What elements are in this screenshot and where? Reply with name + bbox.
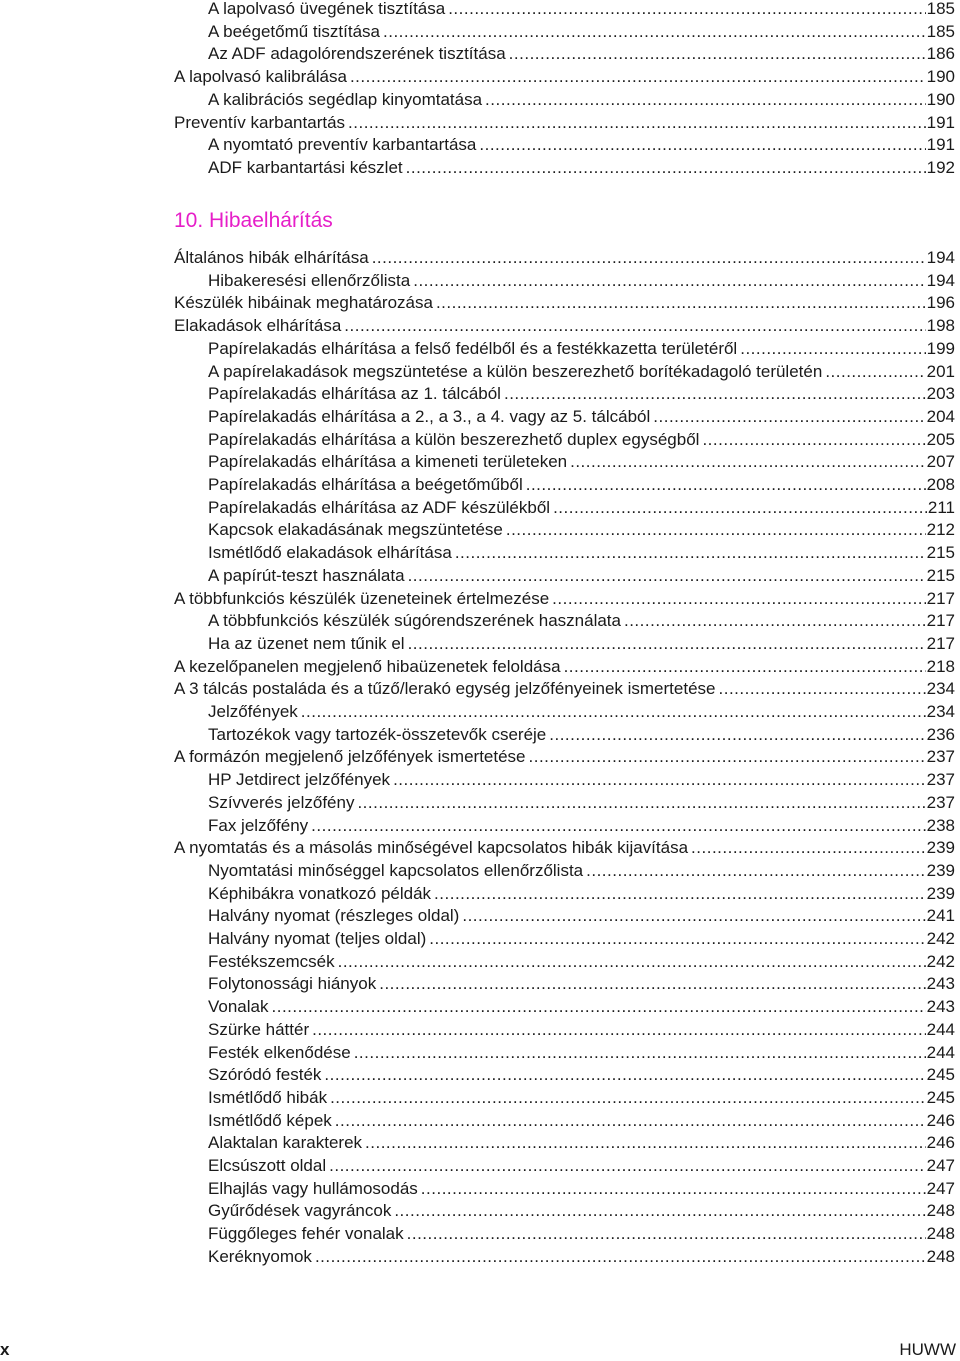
- toc-leader-dots: [509, 43, 926, 65]
- toc-leader-dots: [549, 724, 925, 746]
- toc-entry-page: 242: [926, 929, 955, 948]
- toc-entry[interactable]: [208, 1178, 955, 1200]
- toc-entry-title: Függőleges fehér vonalak: [208, 1224, 404, 1244]
- toc-entry[interactable]: [174, 112, 955, 134]
- toc-entry-page: 186: [926, 44, 955, 64]
- toc-entry[interactable]: [208, 1246, 955, 1268]
- toc-entry[interactable]: [174, 656, 955, 678]
- toc-entry-title: Halvány nyomat (részleges oldal): [208, 906, 460, 926]
- toc-entry[interactable]: [208, 21, 955, 43]
- toc-entry[interactable]: [174, 746, 955, 768]
- toc-entry-title: A lapolvasó kalibrálása: [174, 67, 347, 87]
- toc-entry[interactable]: [208, 270, 955, 292]
- chapter-heading: [174, 207, 333, 235]
- toc-entry[interactable]: [208, 928, 955, 950]
- toc-leader-dots: [301, 701, 926, 723]
- toc-entry-page: 190: [926, 89, 955, 109]
- toc-entry[interactable]: [208, 565, 955, 587]
- toc-entry[interactable]: [208, 1155, 955, 1177]
- toc-leader-dots: [311, 815, 925, 837]
- toc-entry[interactable]: [208, 973, 955, 995]
- toc-entry-page: 239: [926, 838, 955, 858]
- toc-entry[interactable]: [208, 157, 955, 179]
- toc-entry[interactable]: [208, 361, 955, 383]
- toc-entry[interactable]: [174, 247, 955, 269]
- toc-leader-dots: [825, 361, 925, 383]
- toc-entry-title: Tartozékok vagy tartozék-összetevők cseréje: [208, 724, 547, 744]
- toc-entry-page: 194: [926, 270, 955, 290]
- toc-entry-title: Kapcsok elakadásának megszüntetése: [208, 520, 503, 540]
- toc-entry-page: 191: [926, 112, 955, 132]
- toc-entry-title: Szívverés jelzőfény: [208, 792, 355, 812]
- page-number: x: [0, 1340, 10, 1359]
- toc-entry-title: A többfunkciós készülék üzeneteinek értelmezése: [174, 588, 550, 608]
- toc-leader-dots: [570, 451, 926, 473]
- toc-entry-title: Festékszemcsék: [208, 951, 335, 971]
- toc-leader-dots: [691, 837, 926, 859]
- toc-entry[interactable]: [208, 383, 955, 405]
- toc-entry-page: 244: [926, 1042, 955, 1062]
- toc-entry-title: A kezelőpanelen megjelenő hibaüzenetek feloldása: [174, 656, 561, 676]
- toc-entry[interactable]: [208, 905, 955, 927]
- toc-entry-title: Ismétlődő képek: [208, 1110, 332, 1130]
- toc-entry-title: A többfunkciós készülék súgórendszerének használata: [208, 611, 621, 631]
- toc-entry-page: 246: [926, 1110, 955, 1130]
- toc-entry-page: 217: [926, 588, 955, 608]
- toc-entry-title: A kalibrációs segédlap kinyomtatása: [208, 89, 483, 109]
- chapter-number: 10.: [174, 209, 204, 232]
- toc-leader-dots: [586, 860, 925, 882]
- toc-entry-title: Keréknyomok: [208, 1246, 312, 1266]
- toc-entry-page: 194: [926, 248, 955, 267]
- toc-leader-dots: [436, 292, 926, 314]
- toc-entry-title: ADF karbantartási készlet: [208, 157, 403, 177]
- toc-leader-dots: [372, 247, 926, 269]
- toc-entry[interactable]: [208, 610, 955, 632]
- toc-entry[interactable]: [208, 497, 955, 519]
- toc-entry-title: Szóródó festék: [208, 1065, 322, 1085]
- toc-entry-title: Az ADF adagolórendszerének tisztítása: [208, 44, 506, 64]
- toc-entry-page: 237: [926, 747, 955, 767]
- toc-leader-dots: [350, 66, 926, 88]
- toc-entry-title: Képhibákra vonatkozó példák: [208, 883, 432, 903]
- toc-entry[interactable]: [174, 66, 955, 88]
- toc-entry[interactable]: [208, 429, 955, 451]
- toc-entry-title: Halvány nyomat (teljes oldal): [208, 929, 427, 948]
- toc-leader-dots: [702, 429, 925, 451]
- toc-leader-dots: [526, 474, 926, 496]
- toc-entry-page: 196: [926, 293, 955, 313]
- toc-leader-dots: [429, 928, 925, 950]
- toc-entry-title: Általános hibák elhárítása: [174, 248, 369, 267]
- toc-entry-page: 207: [926, 452, 955, 472]
- toc-entry-page: 190: [926, 67, 955, 87]
- chapter-title: Hibaelhárítás: [209, 209, 333, 232]
- toc-leader-dots: [479, 134, 925, 156]
- toc-leader-dots: [653, 406, 925, 428]
- toc-entry-page: 185: [926, 0, 955, 18]
- toc-entry-title: A nyomtató preventív karbantartása: [208, 135, 477, 155]
- toc-entry[interactable]: [208, 43, 955, 65]
- toc-entry-title: Papírelakadás elhárítása a beégetőműből: [208, 475, 523, 494]
- toc-entry-title: A papírút-teszt használata: [208, 565, 405, 585]
- toc-entry-title: Vonalak: [208, 997, 269, 1017]
- toc-entry-title: A 3 tálcás postaláda és a tűző/lerakó egység jelzőfényeinek ismertetése: [174, 679, 716, 699]
- toc-entry[interactable]: [208, 1087, 955, 1109]
- toc-entry-page: 248: [926, 1224, 955, 1244]
- toc-entry-page: 247: [926, 1156, 955, 1175]
- toc-entry-title: A beégetőmű tisztítása: [208, 21, 380, 41]
- toc-entry[interactable]: [208, 519, 955, 541]
- toc-entry-page: 208: [926, 475, 955, 494]
- toc-leader-dots: [324, 1064, 925, 1086]
- toc-leader-dots: [455, 542, 926, 564]
- toc-entry[interactable]: [174, 292, 955, 314]
- toc-entry-title: Alaktalan karakterek: [208, 1133, 363, 1153]
- toc-leader-dots: [393, 769, 926, 791]
- toc-entry-title: HP Jetdirect jelzőfények: [208, 770, 391, 790]
- toc-leader-dots: [485, 89, 926, 111]
- toc-leader-dots: [448, 0, 925, 20]
- toc-entry-title: Ha az üzenet nem tűnik el: [208, 633, 405, 653]
- toc-entry-title: Papírelakadás elhárítása a 2., a 3., a 4. vagy az 5. tálcából: [208, 406, 651, 426]
- toc-entry-page: 191: [926, 135, 955, 155]
- toc-leader-dots: [406, 157, 926, 179]
- toc-entry-title: A papírelakadások megszüntetése a külön beszerezhető borítékadagoló területén: [208, 361, 823, 381]
- toc-entry-page: 205: [926, 429, 955, 449]
- toc-entry-page: 241: [926, 906, 955, 926]
- toc-entry[interactable]: [208, 633, 955, 655]
- toc-entry-title: Folytonossági hiányok: [208, 974, 377, 994]
- toc-entry-title: Készülék hibáinak meghatározása: [174, 293, 433, 313]
- toc-entry-page: 192: [926, 157, 955, 177]
- toc-leader-dots: [272, 996, 926, 1018]
- toc-entry-title: Hibakeresési ellenőrzőlista: [208, 270, 411, 290]
- toc-entry-page: 215: [926, 565, 955, 585]
- toc-entry[interactable]: [208, 996, 955, 1018]
- toc-entry[interactable]: [208, 134, 955, 156]
- toc-entry-page: 218: [926, 656, 955, 676]
- toc-entry[interactable]: [208, 1110, 955, 1132]
- toc-entry-title: A nyomtatás és a másolás minőségével kapcsolatos hibák kijavítása: [174, 838, 689, 858]
- toc-entry[interactable]: [174, 678, 955, 700]
- toc-entry-page: 243: [926, 997, 955, 1017]
- toc-entry-title: Papírelakadás elhárítása az ADF készülékből: [208, 497, 551, 517]
- toc-entry[interactable]: [174, 315, 955, 337]
- toc-entry[interactable]: [208, 406, 955, 428]
- toc-leader-dots: [624, 610, 926, 632]
- toc-entry[interactable]: [208, 542, 955, 564]
- toc-leader-dots: [315, 1246, 926, 1268]
- toc-entry-page: 203: [926, 384, 955, 404]
- toc-entry-page: 248: [926, 1201, 955, 1221]
- toc-leader-dots: [564, 656, 926, 678]
- toc-entry[interactable]: [208, 769, 955, 791]
- toc-entry-page: 239: [926, 860, 955, 880]
- toc-entry-title: Festék elkenődése: [208, 1042, 351, 1062]
- toc-entry-title: Papírelakadás elhárítása a külön beszerezhető duplex egységből: [208, 429, 700, 449]
- toc-entry-page: 238: [926, 815, 955, 835]
- toc-entry-page: 245: [926, 1087, 955, 1107]
- toc-entry[interactable]: [174, 837, 955, 859]
- toc-entry-title: Nyomtatási minőséggel kapcsolatos ellenőrzőlista: [208, 860, 584, 880]
- toc-entry[interactable]: [208, 89, 955, 111]
- toc-entry[interactable]: [208, 0, 955, 20]
- toc-entry[interactable]: [208, 1223, 955, 1245]
- toc-entry[interactable]: [208, 474, 955, 496]
- toc-entry[interactable]: [208, 1200, 955, 1222]
- toc-entry-page: 201: [926, 361, 955, 381]
- toc-entry-page: 204: [926, 406, 955, 426]
- toc-leader-dots: [335, 1110, 926, 1132]
- toc-entry[interactable]: [208, 1132, 955, 1154]
- toc-leader-dots: [408, 633, 926, 655]
- toc-entry-page: 236: [926, 724, 955, 744]
- toc-entry-title: Papírelakadás elhárítása az 1. tálcából: [208, 384, 501, 404]
- toc-leader-dots: [330, 1087, 926, 1109]
- toc-entry-title: Papírelakadás elhárítása a kimeneti területeken: [208, 452, 568, 472]
- toc-leader-dots: [338, 951, 926, 973]
- toc-leader-dots: [365, 1132, 926, 1154]
- toc-entry[interactable]: [208, 1064, 955, 1086]
- toc-entry[interactable]: [208, 792, 955, 814]
- toc-entry-title: Szürke háttér: [208, 1019, 310, 1039]
- toc-leader-dots: [553, 497, 927, 519]
- toc-entry[interactable]: [208, 951, 955, 973]
- toc-leader-dots: [506, 519, 926, 541]
- toc-leader-dots: [719, 678, 926, 700]
- toc-entry-page: 239: [926, 883, 955, 903]
- footer-brand: HUWW: [899, 1340, 956, 1359]
- toc-leader-dots: [504, 383, 926, 405]
- toc-entry-page: 245: [926, 1065, 955, 1085]
- toc-leader-dots: [344, 315, 925, 337]
- toc-entry-page: 237: [926, 792, 955, 812]
- toc-entry[interactable]: [208, 1042, 955, 1064]
- toc-leader-dots: [434, 883, 926, 905]
- toc-entry-page: 237: [926, 770, 955, 790]
- toc-entry-page: 199: [926, 338, 955, 358]
- toc-leader-dots: [407, 1223, 926, 1245]
- toc-leader-dots: [552, 588, 925, 610]
- toc-entry-title: Elakadások elhárítása: [174, 316, 342, 336]
- toc-entry-page: 247: [926, 1178, 955, 1198]
- toc-leader-dots: [348, 112, 926, 134]
- toc-entry-title: Preventív karbantartás: [174, 112, 346, 132]
- toc-entry-page: 242: [926, 951, 955, 971]
- toc-entry-title: Gyűrődések vagyráncok: [208, 1201, 392, 1221]
- toc-entry[interactable]: [208, 883, 955, 905]
- toc-entry-title: Elcsúszott oldal: [208, 1156, 327, 1175]
- toc-entry-title: Ismétlődő elakadások elhárítása: [208, 543, 452, 563]
- toc-entry-title: Elhajlás vagy hullámosodás: [208, 1178, 418, 1198]
- toc-entry-title: A formázón megjelenő jelzőfények ismertetése: [174, 747, 526, 767]
- toc-entry[interactable]: [208, 451, 955, 473]
- toc-entry[interactable]: [174, 588, 955, 610]
- toc-entry-page: 243: [926, 974, 955, 994]
- toc-entry[interactable]: [208, 815, 955, 837]
- toc-leader-dots: [529, 746, 926, 768]
- toc-leader-dots: [462, 905, 925, 927]
- toc-leader-dots: [740, 338, 925, 360]
- toc-entry-page: 212: [926, 520, 955, 540]
- toc-entry[interactable]: [208, 724, 955, 746]
- toc-leader-dots: [312, 1019, 926, 1041]
- toc-leader-dots: [379, 973, 925, 995]
- toc-entry-title: Jelzőfények: [208, 702, 298, 721]
- toc-entry-page: 234: [926, 679, 955, 699]
- toc-entry-page: 198: [926, 316, 955, 336]
- toc-leader-dots: [413, 270, 925, 292]
- toc-entry-page: 246: [926, 1133, 955, 1153]
- toc-leader-dots: [383, 21, 926, 43]
- toc-entry-page: 215: [926, 543, 955, 563]
- toc-entry-title: Fax jelzőfény: [208, 815, 309, 835]
- toc-leader-dots: [421, 1178, 926, 1200]
- toc-leader-dots: [329, 1155, 926, 1177]
- toc-entry-title: Ismétlődő hibák: [208, 1087, 328, 1107]
- toc-entry-page: 211: [927, 497, 955, 517]
- toc-entry[interactable]: [208, 338, 955, 360]
- toc-entry-page: 217: [926, 633, 955, 653]
- toc-entry-page: 217: [926, 611, 955, 631]
- toc-leader-dots: [408, 565, 926, 587]
- toc-entry[interactable]: [208, 860, 955, 882]
- toc-leader-dots: [357, 792, 925, 814]
- toc-leader-dots: [394, 1200, 925, 1222]
- toc-entry[interactable]: [208, 701, 955, 723]
- toc-entry-page: 248: [926, 1246, 955, 1266]
- toc-entry-page: 185: [926, 21, 955, 41]
- toc-entry-page: 244: [926, 1019, 955, 1039]
- toc-entry-title: Papírelakadás elhárítása a felső fedélből és a festékkazetta területéről: [208, 338, 738, 358]
- toc-entry-page: 234: [926, 702, 955, 721]
- toc-entry[interactable]: [208, 1019, 955, 1041]
- toc-leader-dots: [354, 1042, 926, 1064]
- toc-entry-title: A lapolvasó üvegének tisztítása: [208, 0, 446, 18]
